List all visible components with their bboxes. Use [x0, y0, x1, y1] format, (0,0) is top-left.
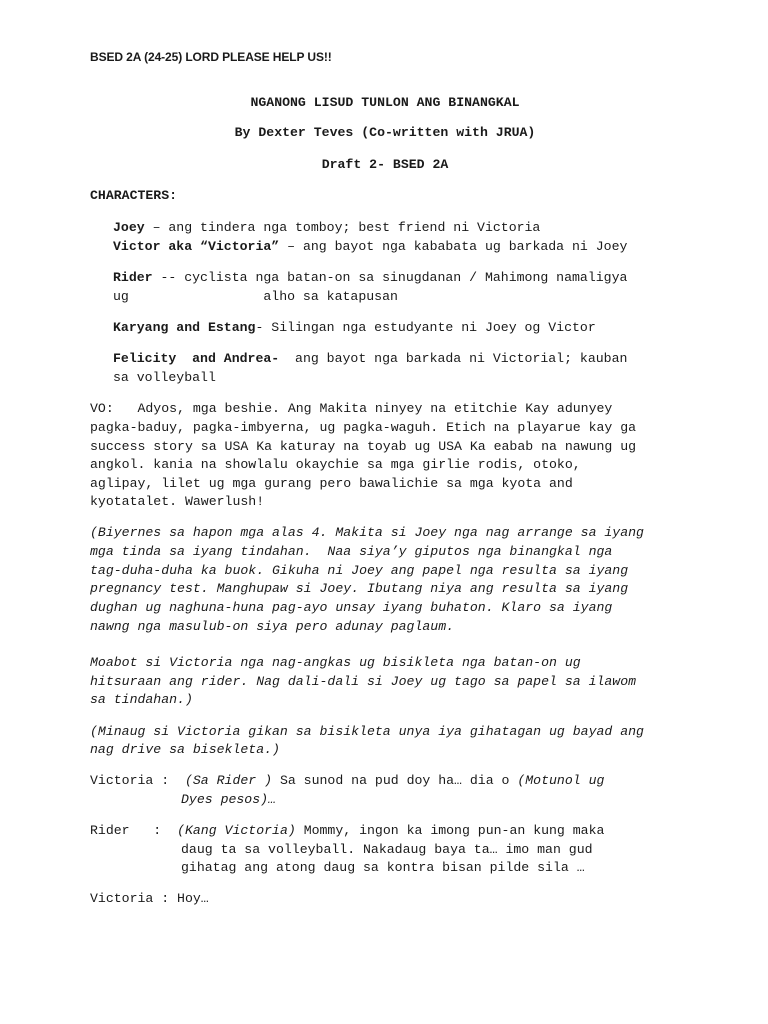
speaker-name: Victoria :	[90, 773, 170, 788]
dialogue-direction: Dyes pesos)…	[181, 792, 276, 807]
character-name: Felicity and Andrea-	[113, 351, 280, 366]
vo-line: aglipay, lilet ug mga gurang pero bawalichie sa mga kyota and	[90, 476, 573, 491]
script-title: NGANONG LISUD TUNLON ANG BINANGKAL	[250, 95, 520, 110]
stage-direction: tag-duha-duha ka buok. Gikuha ni Joey ang papel nga resulta sa iyang	[90, 563, 629, 578]
stage-direction: sa tindahan.)	[90, 692, 193, 707]
character-felicity-cont: sa volleyball	[113, 370, 216, 385]
characters-heading: CHARACTERS:	[90, 188, 178, 203]
script-byline: By Dexter Teves (Co-written with JRUA)	[234, 125, 536, 140]
character-name: Rider	[113, 270, 153, 285]
dialogue-direction: (Motunol ug	[517, 773, 605, 788]
character-name: Joey	[113, 220, 145, 235]
dialogue-direction: (Sa Rider )	[184, 773, 273, 788]
character-felicity	[113, 349, 683, 368]
dialogue-text: Mommy, ingon ka imong pun-an kung maka	[295, 823, 605, 838]
character-desc: – ang tindera nga tomboy; best friend ni Victoria	[144, 220, 541, 235]
stage-direction: dughan ug naghuna-huna pag-ayo unsay iyang buhaton. Klaro sa iyang	[90, 600, 613, 615]
stage-direction: nawng nga masulub-on siya pero adunay paglaum.	[90, 619, 455, 634]
character-desc: -- cyclista nga batan-on sa sinugdanan / Mahimong namaligya	[152, 270, 628, 285]
vo-line: success story sa USA Ka katuray na toyab ug USA Ka eabab na nawung ug	[90, 439, 637, 454]
character-rider	[113, 268, 683, 287]
character-victor	[113, 237, 683, 256]
character-name: Victor aka “Victoria”	[113, 239, 280, 254]
dialogue-rider	[90, 821, 680, 840]
dialogue-text: Sa sunod na pud doy ha… dia o	[272, 773, 518, 788]
stage-direction: nag drive sa bisekleta.)	[90, 742, 280, 757]
stage-direction: (Minaug si Victoria gikan sa bisikleta unya iya gihatagan ug bayad ang	[90, 724, 644, 739]
vo-line: VO: Adyos, mga beshie. Ang Makita ninyey na etitchie Kay adunyey	[90, 401, 613, 416]
character-desc: – ang bayot nga kababata ug barkada ni Joey	[279, 239, 628, 254]
character-desc: - Silingan nga estudyante ni Joey og Victor	[255, 320, 596, 335]
vo-line: kyotatalet. Wawerlush!	[90, 494, 265, 509]
character-joey	[113, 218, 683, 237]
stage-direction: (Biyernes sa hapon mga alas 4. Makita si Joey nga nag arrange sa iyang	[90, 525, 644, 540]
vo-line: pagka-baduy, pagka-imbyerna, ug pagka-waguh. Etich na playarue kay ga	[90, 420, 637, 435]
speaker-name: Rider :	[90, 823, 162, 838]
dialogue-text: gihatag ang atong daug sa kontra bisan pilde sila …	[181, 860, 585, 875]
draft-label: Draft 2- BSED 2A	[321, 157, 449, 172]
stage-direction: Moabot si Victoria nga nag-angkas ug bisikleta nga batan-on ug	[90, 655, 581, 670]
dialogue-direction: (Kang Victoria)	[177, 823, 296, 838]
vo-line: angkol. kania na showlalu okaychie sa mga girlie rodis, otoko,	[90, 457, 581, 472]
character-karyang	[113, 318, 683, 337]
character-desc: ang bayot nga barkada ni Victorial; kauban	[279, 351, 628, 366]
character-rider-cont: ug alho sa katapusan	[113, 289, 398, 304]
dialogue-victoria	[90, 771, 680, 790]
dialogue-victoria: Victoria : Hoy…	[90, 891, 209, 906]
stage-direction: hitsuraan ang rider. Nag dali-dali si Joey ug tago sa papel sa ilawom	[90, 674, 637, 689]
character-name: Karyang and Estang	[113, 320, 256, 335]
stage-direction: mga tinda sa iyang tindahan. Naa siya’y giputos nga binangkal nga	[90, 544, 613, 559]
stage-direction: pregnancy test. Manghupaw si Joey. Ibutang niya ang resulta sa iyang	[90, 581, 629, 596]
dialogue-text: daug ta sa volleyball. Nakadaug baya ta… imo man gud	[181, 842, 593, 857]
header-note: BSED 2A (24-25) LORD PLEASE HELP US!!	[90, 50, 332, 64]
